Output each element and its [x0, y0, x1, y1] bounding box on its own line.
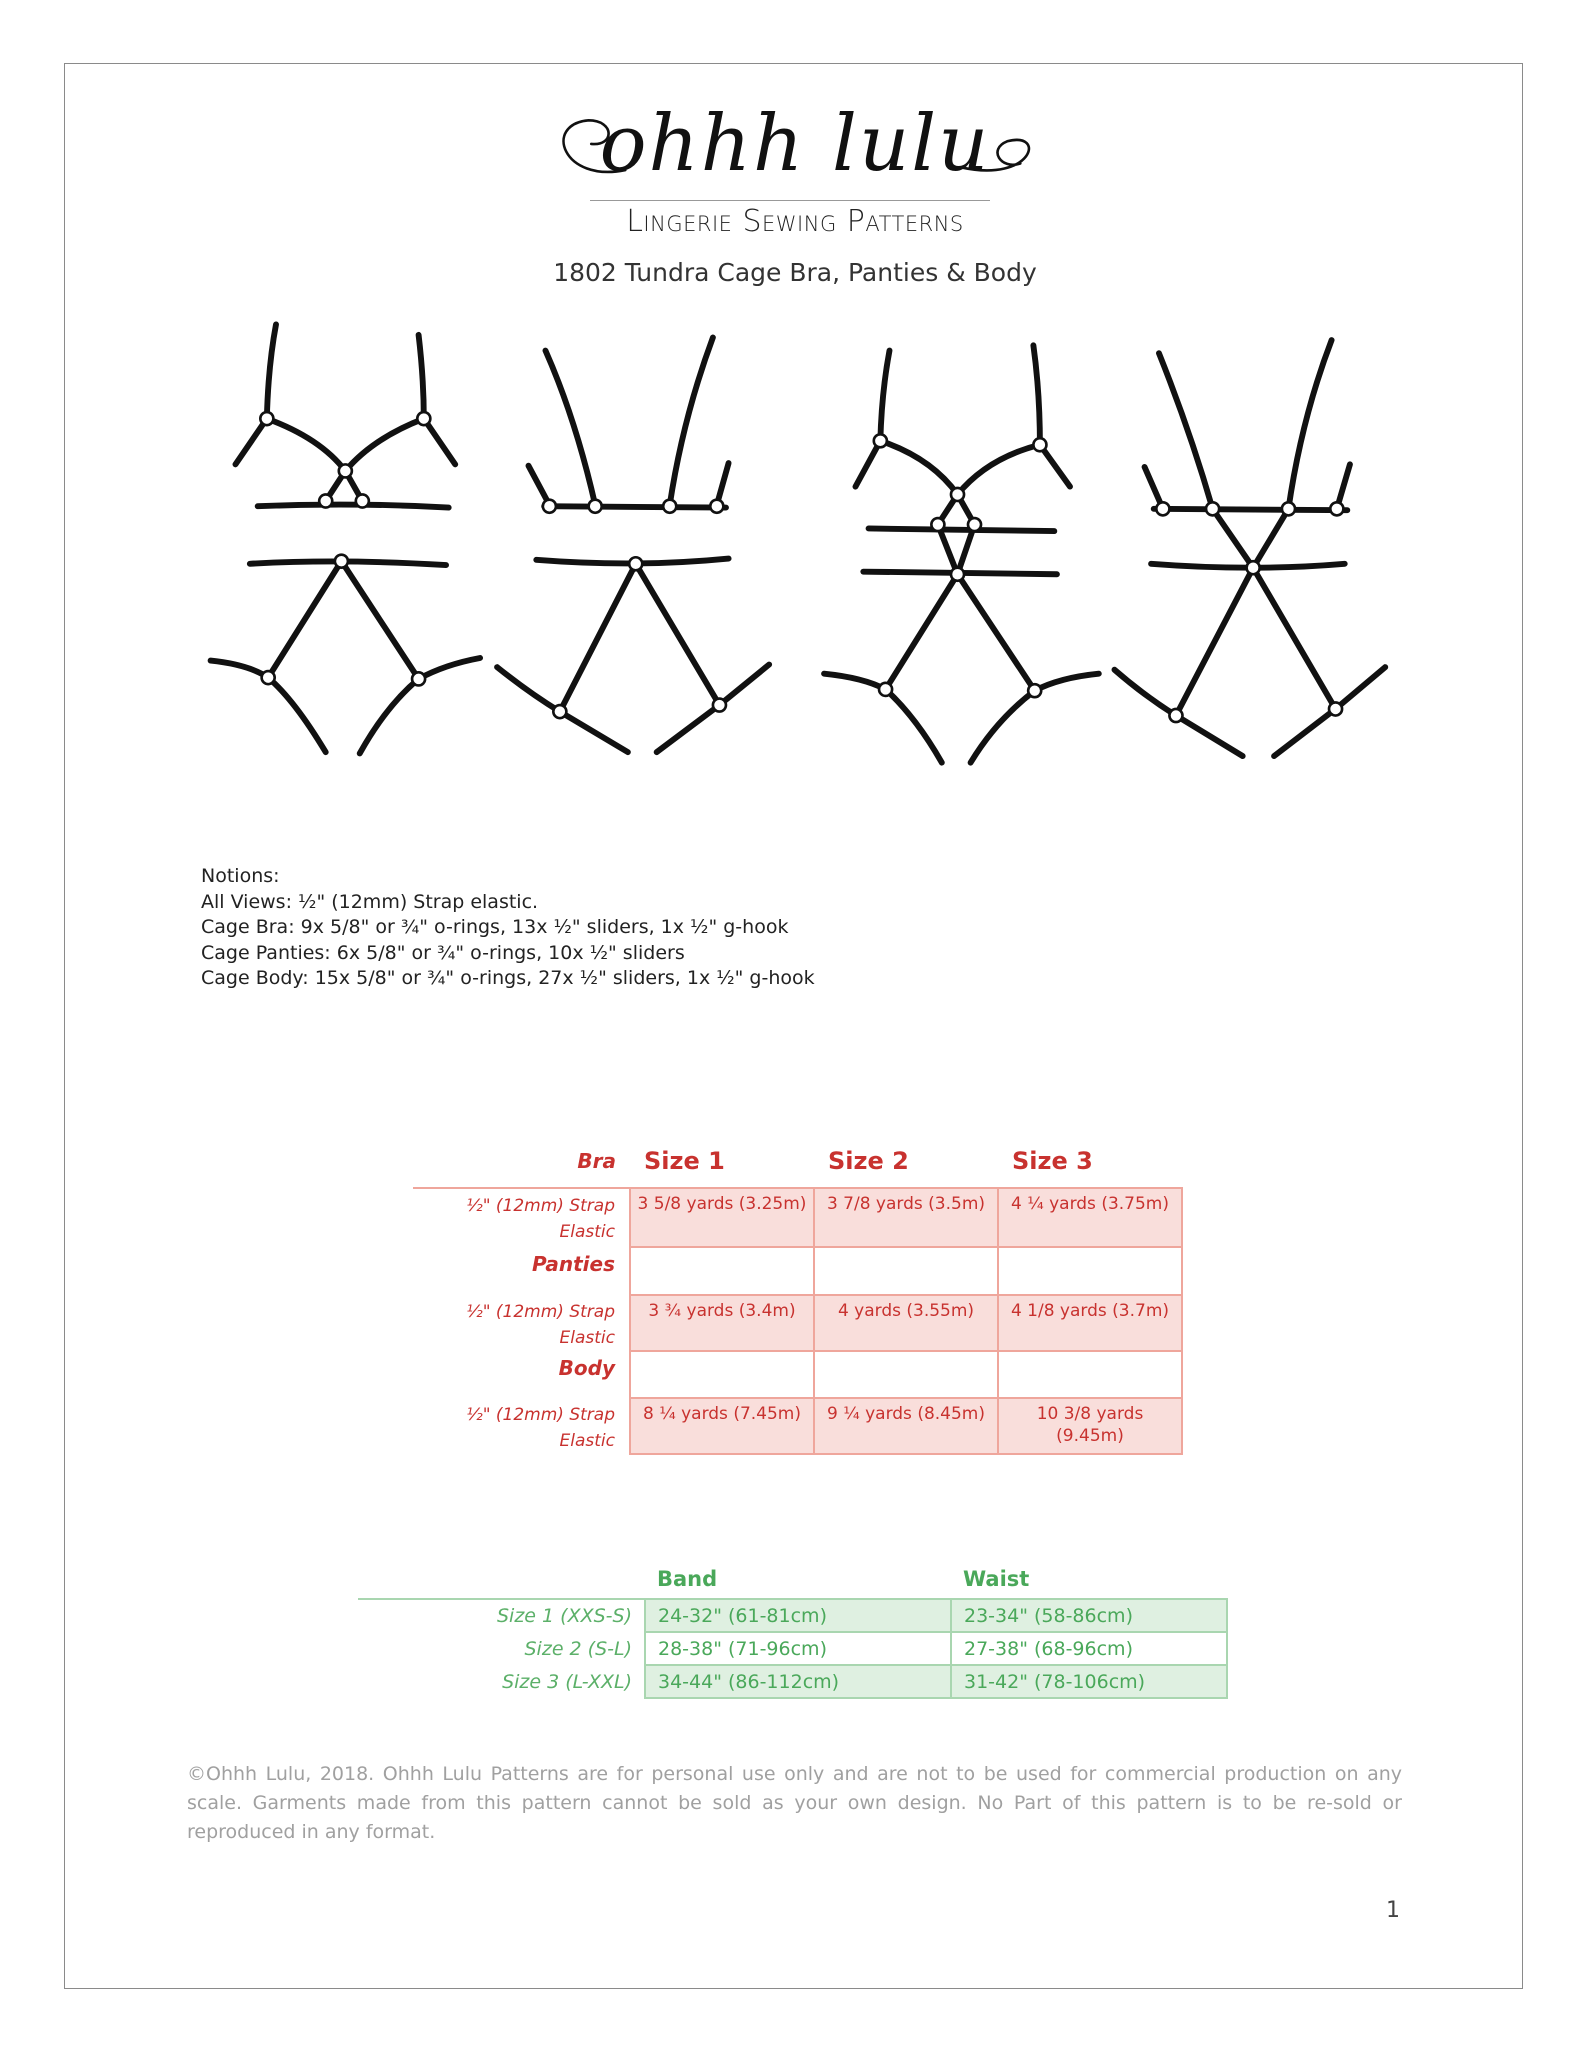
table-row — [413, 1398, 1182, 1454]
logo-flourish-left — [564, 120, 626, 172]
cage-body-view-b — [1114, 340, 1385, 756]
notions-line: Cage Bra: 9x 5/8" or ¾" o-rings, 13x ½" sliders, 1x ½" g-hook — [201, 916, 789, 938]
table-header-row — [358, 1560, 1227, 1599]
size-label: Size 1 (XXS-S) — [358, 1599, 645, 1632]
table-row — [413, 1295, 1182, 1351]
cell: 3 7/8 yards (3.5m) — [814, 1188, 998, 1247]
cell: 4 1/8 yards (3.7m) — [998, 1295, 1182, 1351]
size-label: Size 3 (L-XXL) — [502, 1670, 632, 1693]
band-cell: 24-32" (61-81cm) — [645, 1599, 951, 1632]
cell: 4 yards (3.55m) — [814, 1295, 998, 1351]
row-label: ½" (12mm) Strap Elastic — [413, 1188, 630, 1247]
cell: 4 ¼ yards (3.75m) — [998, 1188, 1182, 1247]
brand-logo: ohhh lulu — [599, 99, 991, 189]
cell: 9 ¼ yards (8.45m) — [814, 1398, 998, 1454]
cage-bra-view-b — [528, 337, 728, 507]
header-size-3: Size 3 — [1012, 1146, 1093, 1175]
header-bra: Bra — [577, 1148, 616, 1173]
waist-cell: 23-34" (58-86cm) — [951, 1599, 1227, 1632]
waist-cell: 27-38" (68-96cm) — [951, 1632, 1227, 1665]
waist-cell: 31-42" (78-106cm) — [951, 1665, 1227, 1698]
cage-panties-view-a — [211, 561, 480, 753]
section-panties: Panties — [532, 1252, 615, 1276]
header-waist: Waist — [963, 1567, 1030, 1591]
table-row — [358, 1665, 1227, 1698]
table-row — [413, 1188, 1182, 1247]
cell: 8 ¼ yards (7.45m) — [630, 1398, 814, 1454]
notions-line: All Views: ½" (12mm) Strap elastic. — [201, 890, 539, 913]
notions-section — [201, 864, 815, 992]
cage-panties-view-b — [497, 559, 769, 753]
header-size-2: Size 2 — [828, 1146, 909, 1175]
cell: 10 3/8 yards (9.45m) — [998, 1398, 1182, 1454]
row-label: ½" (12mm) Strap Elastic — [466, 1405, 615, 1451]
row-label: ½" (12mm) Strap Elastic — [466, 1302, 615, 1348]
brand-tagline: Lingerie Sewing Patterns — [626, 204, 964, 239]
section-row — [413, 1351, 1182, 1398]
section-row — [413, 1247, 1182, 1295]
cell: 3 5/8 yards (3.25m) — [630, 1188, 814, 1247]
yardage-table — [413, 1130, 1183, 1455]
pattern-title: 1802 Tundra Cage Bra, Panties & Body — [553, 258, 1037, 287]
notions-title: Notions: — [201, 865, 280, 887]
logo-flourish-right — [961, 140, 1029, 171]
size-label: Size 2 (S-L) — [524, 1637, 632, 1660]
copyright-notice: ©Ohhh Lulu, 2018. Ohhh Lulu Patterns are for personal use only and are not to be used for commercial production on any scale. Garments made from this pattern cannot be sold as your own design. No Part of this pattern is to be re-sold or reproduced in any format. — [187, 1763, 1402, 1843]
notions-line: Cage Body: 15x 5/8" or ¾" o-rings, 27x ½" sliders, 1x ½" g-hook — [201, 967, 815, 989]
section-body: Body — [558, 1356, 615, 1380]
size-chart-table — [358, 1560, 1228, 1699]
table-row — [358, 1632, 1227, 1665]
notions-line: Cage Panties: 6x 5/8" or ¾" o-rings, 10x ½" sliders — [201, 941, 685, 964]
table-header-row — [413, 1130, 1182, 1188]
band-cell: 28-38" (71-96cm) — [645, 1632, 951, 1665]
cell: 3 ¾ yards (3.4m) — [630, 1295, 814, 1351]
band-cell: 34-44" (86-112cm) — [645, 1665, 951, 1698]
cage-body-view-a — [824, 345, 1099, 762]
page-number: 1 — [1386, 1898, 1400, 1923]
header-band: Band — [657, 1567, 718, 1591]
table-row — [358, 1599, 1227, 1632]
header-size-1: Size 1 — [644, 1146, 725, 1175]
